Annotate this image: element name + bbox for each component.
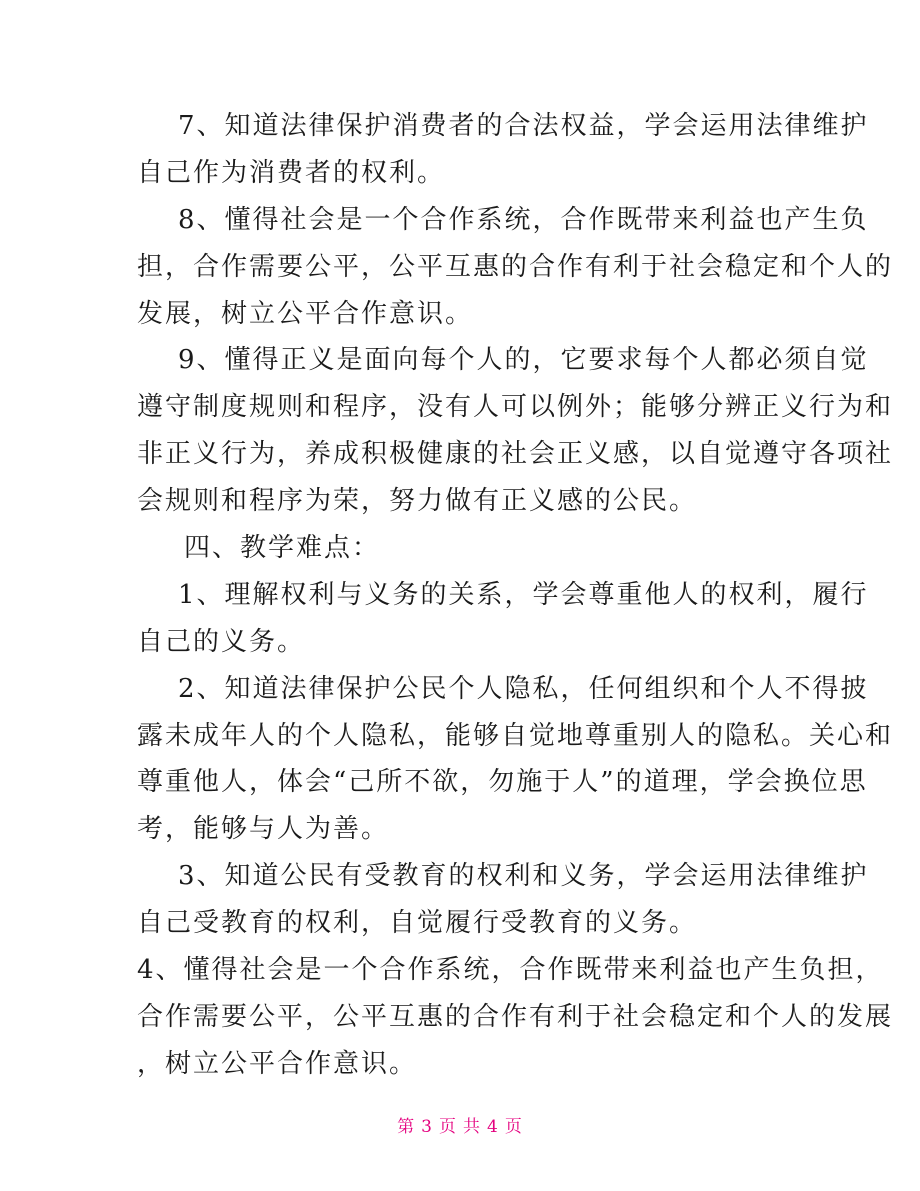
paragraph-line: 9、懂得正义是面向每个人的，它要求每个人都必须自觉	[178, 345, 869, 375]
page-footer	[0, 1112, 920, 1137]
footer-suffix: 页	[504, 1117, 523, 1137]
paragraph-line: 露未成年人的个人隐私，能够自觉地尊重别人的隐私。关心和	[137, 721, 894, 751]
paragraph-line: 自己作为消费者的权利。	[137, 158, 446, 188]
section-heading: 四、教学难点：	[184, 533, 381, 563]
footer-prefix: 第	[397, 1117, 416, 1137]
footer-current-page: 3	[421, 1117, 433, 1137]
paragraph-line: 2、知道法律保护公民个人隐私，任何组织和个人不得披	[178, 674, 869, 704]
paragraph-line: 4、懂得社会是一个合作系统，合作既带来利益也产生负担，	[137, 955, 884, 985]
paragraph-line: 考，能够与人为善。	[137, 814, 390, 844]
paragraph-line: 3、知道公民有受教育的权利和义务，学会运用法律维护	[178, 861, 869, 891]
paragraph-line: 合作需要公平，公平互惠的合作有利于社会稳定和个人的发展	[137, 1002, 894, 1032]
footer-total-label: 共	[463, 1117, 481, 1137]
paragraph-line: 发展，树立公平合作意识。	[137, 299, 474, 329]
paragraph-line: 7、知道法律保护消费者的合法权益，学会运用法律维护	[178, 111, 869, 141]
footer-total-pages: 4	[487, 1117, 499, 1137]
paragraph-line: 1、理解权利与义务的关系，学会尊重他人的权利，履行	[178, 580, 869, 610]
paragraph-line: 遵守制度规则和程序，没有人可以例外；能够分辨正义行为和	[137, 392, 894, 422]
paragraph-line: 担，合作需要公平，公平互惠的合作有利于社会稳定和个人的	[137, 252, 894, 282]
paragraph-line: 自己受教育的权利，自觉履行受教育的义务。	[137, 908, 698, 938]
paragraph-line: ，树立公平合作意识。	[137, 1049, 418, 1079]
paragraph-line: 尊重他人，体会“己所不欲，勿施于人”的道理，学会换位思	[137, 767, 868, 797]
paragraph-line: 会规则和程序为荣，努力做有正义感的公民。	[137, 486, 698, 516]
footer-page-label: 页	[439, 1117, 457, 1137]
paragraph-line: 自己的义务。	[137, 627, 306, 657]
paragraph-line: 非正义行为，养成积极健康的社会正义感，以自觉遵守各项社	[137, 439, 894, 469]
paragraph-line: 8、懂得社会是一个合作系统，合作既带来利益也产生负	[178, 205, 869, 235]
